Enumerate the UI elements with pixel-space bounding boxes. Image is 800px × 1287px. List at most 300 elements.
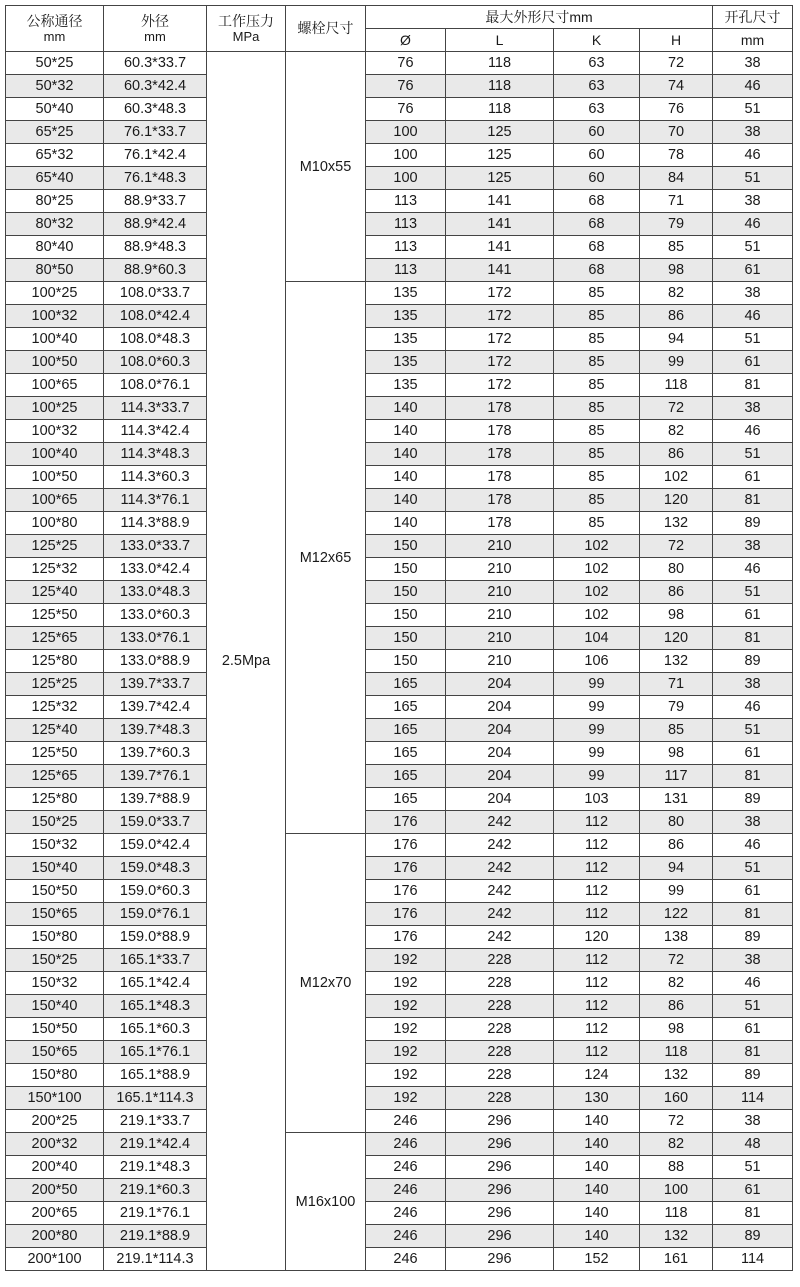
cell-dim-h: 132 bbox=[640, 1064, 713, 1087]
cell-dim-k: 85 bbox=[554, 351, 640, 374]
cell-hole-size: 38 bbox=[713, 282, 793, 305]
cell-nominal-diameter: 125*25 bbox=[6, 535, 104, 558]
cell-hole-size: 89 bbox=[713, 512, 793, 535]
cell-dim-k: 60 bbox=[554, 144, 640, 167]
cell-dim-k: 103 bbox=[554, 788, 640, 811]
table-row bbox=[6, 1225, 793, 1248]
cell-dim-phi: 192 bbox=[366, 1064, 446, 1087]
cell-nominal-diameter: 100*50 bbox=[6, 466, 104, 489]
cell-nominal-diameter: 65*32 bbox=[6, 144, 104, 167]
cell-dim-k: 106 bbox=[554, 650, 640, 673]
cell-dim-h: 132 bbox=[640, 650, 713, 673]
cell-nominal-diameter: 125*65 bbox=[6, 765, 104, 788]
table-row bbox=[6, 650, 793, 673]
cell-outer-diameter: 165.1*33.7 bbox=[104, 949, 207, 972]
cell-hole-size: 61 bbox=[713, 351, 793, 374]
cell-hole-size: 61 bbox=[713, 742, 793, 765]
cell-dim-l: 125 bbox=[446, 144, 554, 167]
table-row bbox=[6, 512, 793, 535]
table-body bbox=[6, 52, 793, 1271]
table-row bbox=[6, 1202, 793, 1225]
cell-outer-diameter: 60.3*33.7 bbox=[104, 52, 207, 75]
cell-nominal-diameter: 100*32 bbox=[6, 420, 104, 443]
cell-outer-diameter: 114.3*60.3 bbox=[104, 466, 207, 489]
cell-dim-phi: 113 bbox=[366, 236, 446, 259]
cell-hole-size: 38 bbox=[713, 673, 793, 696]
cell-outer-diameter: 165.1*42.4 bbox=[104, 972, 207, 995]
table-row bbox=[6, 190, 793, 213]
cell-dim-h: 98 bbox=[640, 742, 713, 765]
cell-nominal-diameter: 50*40 bbox=[6, 98, 104, 121]
cell-dim-l: 178 bbox=[446, 512, 554, 535]
cell-hole-size: 81 bbox=[713, 374, 793, 397]
cell-dim-phi: 140 bbox=[366, 512, 446, 535]
cell-dim-h: 85 bbox=[640, 719, 713, 742]
cell-dim-h: 74 bbox=[640, 75, 713, 98]
cell-outer-diameter: 76.1*42.4 bbox=[104, 144, 207, 167]
cell-dim-l: 242 bbox=[446, 903, 554, 926]
cell-dim-phi: 165 bbox=[366, 742, 446, 765]
cell-outer-diameter: 88.9*42.4 bbox=[104, 213, 207, 236]
cell-dim-k: 102 bbox=[554, 535, 640, 558]
cell-outer-diameter: 139.7*48.3 bbox=[104, 719, 207, 742]
cell-hole-size: 61 bbox=[713, 466, 793, 489]
cell-dim-h: 88 bbox=[640, 1156, 713, 1179]
cell-nominal-diameter: 65*25 bbox=[6, 121, 104, 144]
table-row bbox=[6, 558, 793, 581]
table-row bbox=[6, 719, 793, 742]
cell-dim-l: 228 bbox=[446, 1087, 554, 1110]
cell-hole-size: 51 bbox=[713, 995, 793, 1018]
cell-nominal-diameter: 100*25 bbox=[6, 397, 104, 420]
header-hole-unit: mm bbox=[713, 29, 793, 52]
cell-dim-l: 204 bbox=[446, 765, 554, 788]
table-row bbox=[6, 627, 793, 650]
cell-dim-k: 112 bbox=[554, 1041, 640, 1064]
cell-dim-h: 80 bbox=[640, 811, 713, 834]
cell-dim-phi: 113 bbox=[366, 213, 446, 236]
cell-hole-size: 61 bbox=[713, 1179, 793, 1202]
cell-nominal-diameter: 125*80 bbox=[6, 788, 104, 811]
cell-dim-h: 76 bbox=[640, 98, 713, 121]
table-row bbox=[6, 144, 793, 167]
header-dim-l: L bbox=[446, 29, 554, 52]
cell-outer-diameter: 114.3*42.4 bbox=[104, 420, 207, 443]
cell-dim-l: 141 bbox=[446, 236, 554, 259]
cell-hole-size: 89 bbox=[713, 926, 793, 949]
cell-dim-h: 79 bbox=[640, 696, 713, 719]
cell-dim-l: 242 bbox=[446, 811, 554, 834]
cell-dim-phi: 246 bbox=[366, 1110, 446, 1133]
cell-dim-k: 140 bbox=[554, 1156, 640, 1179]
cell-dim-h: 79 bbox=[640, 213, 713, 236]
cell-nominal-diameter: 150*40 bbox=[6, 857, 104, 880]
table-row bbox=[6, 305, 793, 328]
cell-nominal-diameter: 150*80 bbox=[6, 926, 104, 949]
cell-nominal-diameter: 200*100 bbox=[6, 1248, 104, 1271]
cell-dim-phi: 176 bbox=[366, 834, 446, 857]
cell-dim-h: 120 bbox=[640, 489, 713, 512]
cell-dim-phi: 140 bbox=[366, 420, 446, 443]
cell-hole-size: 51 bbox=[713, 98, 793, 121]
cell-hole-size: 89 bbox=[713, 1225, 793, 1248]
cell-nominal-diameter: 150*40 bbox=[6, 995, 104, 1018]
cell-hole-size: 46 bbox=[713, 558, 793, 581]
cell-dim-h: 72 bbox=[640, 52, 713, 75]
cell-dim-l: 178 bbox=[446, 443, 554, 466]
cell-nominal-diameter: 50*25 bbox=[6, 52, 104, 75]
cell-outer-diameter: 133.0*33.7 bbox=[104, 535, 207, 558]
cell-dim-phi: 246 bbox=[366, 1248, 446, 1271]
cell-dim-phi: 140 bbox=[366, 466, 446, 489]
cell-dim-l: 210 bbox=[446, 604, 554, 627]
cell-dim-l: 228 bbox=[446, 1018, 554, 1041]
cell-dim-phi: 100 bbox=[366, 167, 446, 190]
cell-dim-k: 60 bbox=[554, 167, 640, 190]
cell-dim-phi: 76 bbox=[366, 98, 446, 121]
cell-dim-h: 132 bbox=[640, 512, 713, 535]
header-dim-k: K bbox=[554, 29, 640, 52]
cell-outer-diameter: 219.1*60.3 bbox=[104, 1179, 207, 1202]
cell-hole-size: 38 bbox=[713, 1110, 793, 1133]
cell-dim-h: 98 bbox=[640, 1018, 713, 1041]
cell-hole-size: 46 bbox=[713, 75, 793, 98]
cell-nominal-diameter: 200*65 bbox=[6, 1202, 104, 1225]
table-row bbox=[6, 1110, 793, 1133]
cell-dim-h: 82 bbox=[640, 972, 713, 995]
cell-hole-size: 46 bbox=[713, 305, 793, 328]
cell-dim-k: 112 bbox=[554, 880, 640, 903]
cell-dim-k: 140 bbox=[554, 1110, 640, 1133]
cell-dim-phi: 150 bbox=[366, 650, 446, 673]
cell-dim-l: 172 bbox=[446, 328, 554, 351]
table-row bbox=[6, 903, 793, 926]
cell-dim-h: 80 bbox=[640, 558, 713, 581]
cell-dim-k: 104 bbox=[554, 627, 640, 650]
cell-dim-h: 70 bbox=[640, 121, 713, 144]
cell-outer-diameter: 159.0*33.7 bbox=[104, 811, 207, 834]
cell-dim-phi: 192 bbox=[366, 972, 446, 995]
cell-dim-k: 99 bbox=[554, 696, 640, 719]
table-row bbox=[6, 1087, 793, 1110]
cell-dim-l: 210 bbox=[446, 581, 554, 604]
cell-dim-h: 86 bbox=[640, 443, 713, 466]
cell-outer-diameter: 165.1*114.3 bbox=[104, 1087, 207, 1110]
table-row bbox=[6, 972, 793, 995]
cell-dim-h: 71 bbox=[640, 673, 713, 696]
cell-dim-k: 140 bbox=[554, 1179, 640, 1202]
table-row bbox=[6, 1156, 793, 1179]
table-row bbox=[6, 1018, 793, 1041]
table-row bbox=[6, 834, 793, 857]
cell-nominal-diameter: 200*40 bbox=[6, 1156, 104, 1179]
cell-hole-size: 51 bbox=[713, 719, 793, 742]
cell-dim-l: 296 bbox=[446, 1225, 554, 1248]
cell-outer-diameter: 76.1*48.3 bbox=[104, 167, 207, 190]
cell-hole-size: 38 bbox=[713, 121, 793, 144]
cell-dim-k: 120 bbox=[554, 926, 640, 949]
cell-dim-h: 99 bbox=[640, 351, 713, 374]
cell-dim-phi: 165 bbox=[366, 673, 446, 696]
cell-dim-h: 72 bbox=[640, 535, 713, 558]
cell-hole-size: 61 bbox=[713, 604, 793, 627]
cell-outer-diameter: 139.7*42.4 bbox=[104, 696, 207, 719]
cell-bolt-size: M12x65 bbox=[286, 282, 366, 834]
cell-dim-h: 99 bbox=[640, 880, 713, 903]
cell-dim-h: 94 bbox=[640, 857, 713, 880]
table-row bbox=[6, 995, 793, 1018]
cell-dim-l: 242 bbox=[446, 926, 554, 949]
cell-dim-h: 138 bbox=[640, 926, 713, 949]
cell-nominal-diameter: 200*80 bbox=[6, 1225, 104, 1248]
cell-hole-size: 46 bbox=[713, 972, 793, 995]
cell-bolt-size: M10x55 bbox=[286, 52, 366, 282]
header-hole-size: 开孔尺寸 bbox=[713, 6, 793, 29]
table-row bbox=[6, 1179, 793, 1202]
cell-dim-l: 296 bbox=[446, 1110, 554, 1133]
cell-hole-size: 51 bbox=[713, 581, 793, 604]
cell-dim-h: 161 bbox=[640, 1248, 713, 1271]
table-row bbox=[6, 351, 793, 374]
cell-dim-l: 118 bbox=[446, 75, 554, 98]
cell-hole-size: 61 bbox=[713, 880, 793, 903]
cell-outer-diameter: 139.7*76.1 bbox=[104, 765, 207, 788]
cell-dim-h: 100 bbox=[640, 1179, 713, 1202]
cell-dim-h: 78 bbox=[640, 144, 713, 167]
cell-dim-l: 178 bbox=[446, 397, 554, 420]
cell-dim-l: 296 bbox=[446, 1133, 554, 1156]
cell-dim-h: 86 bbox=[640, 305, 713, 328]
table-row bbox=[6, 282, 793, 305]
cell-outer-diameter: 219.1*33.7 bbox=[104, 1110, 207, 1133]
cell-dim-l: 228 bbox=[446, 972, 554, 995]
cell-dim-h: 131 bbox=[640, 788, 713, 811]
cell-dim-l: 296 bbox=[446, 1248, 554, 1271]
cell-outer-diameter: 108.0*42.4 bbox=[104, 305, 207, 328]
cell-nominal-diameter: 125*50 bbox=[6, 604, 104, 627]
cell-dim-k: 140 bbox=[554, 1225, 640, 1248]
cell-dim-k: 60 bbox=[554, 121, 640, 144]
cell-dim-k: 63 bbox=[554, 98, 640, 121]
cell-outer-diameter: 76.1*33.7 bbox=[104, 121, 207, 144]
cell-dim-h: 72 bbox=[640, 397, 713, 420]
table-row bbox=[6, 466, 793, 489]
cell-dim-l: 242 bbox=[446, 880, 554, 903]
flange-spec-table bbox=[5, 5, 793, 1271]
header-outer-diameter: 外径 mm bbox=[104, 6, 207, 52]
cell-nominal-diameter: 125*40 bbox=[6, 719, 104, 742]
cell-dim-phi: 165 bbox=[366, 719, 446, 742]
cell-hole-size: 38 bbox=[713, 535, 793, 558]
cell-dim-phi: 176 bbox=[366, 811, 446, 834]
cell-dim-h: 117 bbox=[640, 765, 713, 788]
cell-outer-diameter: 219.1*88.9 bbox=[104, 1225, 207, 1248]
cell-dim-k: 112 bbox=[554, 903, 640, 926]
cell-nominal-diameter: 150*32 bbox=[6, 972, 104, 995]
table-row bbox=[6, 397, 793, 420]
table-header bbox=[6, 6, 793, 52]
cell-dim-l: 172 bbox=[446, 305, 554, 328]
cell-dim-k: 99 bbox=[554, 742, 640, 765]
table-row bbox=[6, 443, 793, 466]
cell-dim-k: 112 bbox=[554, 811, 640, 834]
cell-hole-size: 81 bbox=[713, 489, 793, 512]
cell-outer-diameter: 108.0*48.3 bbox=[104, 328, 207, 351]
cell-dim-k: 68 bbox=[554, 213, 640, 236]
cell-dim-l: 125 bbox=[446, 121, 554, 144]
cell-dim-h: 82 bbox=[640, 282, 713, 305]
cell-dim-phi: 246 bbox=[366, 1225, 446, 1248]
table-row bbox=[6, 98, 793, 121]
cell-hole-size: 38 bbox=[713, 811, 793, 834]
cell-dim-phi: 246 bbox=[366, 1179, 446, 1202]
cell-dim-phi: 150 bbox=[366, 627, 446, 650]
cell-outer-diameter: 108.0*60.3 bbox=[104, 351, 207, 374]
cell-nominal-diameter: 200*25 bbox=[6, 1110, 104, 1133]
cell-dim-l: 204 bbox=[446, 673, 554, 696]
cell-hole-size: 38 bbox=[713, 190, 793, 213]
cell-nominal-diameter: 125*50 bbox=[6, 742, 104, 765]
cell-dim-phi: 135 bbox=[366, 328, 446, 351]
cell-nominal-diameter: 125*65 bbox=[6, 627, 104, 650]
header-dim-phi: Ø bbox=[366, 29, 446, 52]
cell-dim-l: 228 bbox=[446, 949, 554, 972]
cell-dim-l: 210 bbox=[446, 535, 554, 558]
cell-dim-phi: 100 bbox=[366, 144, 446, 167]
cell-hole-size: 89 bbox=[713, 650, 793, 673]
cell-dim-phi: 113 bbox=[366, 259, 446, 282]
table-row bbox=[6, 742, 793, 765]
cell-dim-phi: 165 bbox=[366, 696, 446, 719]
cell-dim-phi: 246 bbox=[366, 1202, 446, 1225]
cell-dim-phi: 150 bbox=[366, 535, 446, 558]
cell-dim-l: 141 bbox=[446, 259, 554, 282]
cell-dim-k: 68 bbox=[554, 190, 640, 213]
cell-hole-size: 114 bbox=[713, 1087, 793, 1110]
cell-nominal-diameter: 200*32 bbox=[6, 1133, 104, 1156]
cell-outer-diameter: 159.0*48.3 bbox=[104, 857, 207, 880]
cell-nominal-diameter: 80*25 bbox=[6, 190, 104, 213]
cell-nominal-diameter: 125*25 bbox=[6, 673, 104, 696]
cell-hole-size: 61 bbox=[713, 1018, 793, 1041]
cell-dim-k: 140 bbox=[554, 1133, 640, 1156]
cell-dim-k: 130 bbox=[554, 1087, 640, 1110]
cell-dim-l: 228 bbox=[446, 1064, 554, 1087]
cell-dim-h: 122 bbox=[640, 903, 713, 926]
cell-dim-k: 85 bbox=[554, 489, 640, 512]
cell-outer-diameter: 159.0*76.1 bbox=[104, 903, 207, 926]
cell-outer-diameter: 88.9*48.3 bbox=[104, 236, 207, 259]
cell-dim-l: 228 bbox=[446, 995, 554, 1018]
cell-hole-size: 51 bbox=[713, 328, 793, 351]
cell-dim-l: 296 bbox=[446, 1202, 554, 1225]
cell-hole-size: 89 bbox=[713, 1064, 793, 1087]
cell-dim-h: 84 bbox=[640, 167, 713, 190]
cell-outer-diameter: 165.1*88.9 bbox=[104, 1064, 207, 1087]
cell-outer-diameter: 88.9*60.3 bbox=[104, 259, 207, 282]
cell-dim-h: 82 bbox=[640, 1133, 713, 1156]
cell-dim-h: 72 bbox=[640, 1110, 713, 1133]
cell-dim-phi: 192 bbox=[366, 995, 446, 1018]
cell-outer-diameter: 108.0*33.7 bbox=[104, 282, 207, 305]
cell-nominal-diameter: 150*50 bbox=[6, 880, 104, 903]
cell-dim-l: 172 bbox=[446, 374, 554, 397]
table-row bbox=[6, 581, 793, 604]
cell-outer-diameter: 219.1*114.3 bbox=[104, 1248, 207, 1271]
table-row bbox=[6, 949, 793, 972]
cell-dim-phi: 176 bbox=[366, 880, 446, 903]
cell-dim-k: 63 bbox=[554, 75, 640, 98]
cell-dim-k: 112 bbox=[554, 949, 640, 972]
cell-dim-phi: 76 bbox=[366, 75, 446, 98]
cell-outer-diameter: 165.1*48.3 bbox=[104, 995, 207, 1018]
cell-nominal-diameter: 100*50 bbox=[6, 351, 104, 374]
cell-nominal-diameter: 100*80 bbox=[6, 512, 104, 535]
table-row bbox=[6, 604, 793, 627]
cell-nominal-diameter: 125*32 bbox=[6, 696, 104, 719]
cell-dim-phi: 176 bbox=[366, 926, 446, 949]
cell-nominal-diameter: 125*40 bbox=[6, 581, 104, 604]
cell-dim-k: 99 bbox=[554, 673, 640, 696]
cell-nominal-diameter: 150*25 bbox=[6, 811, 104, 834]
cell-nominal-diameter: 100*32 bbox=[6, 305, 104, 328]
cell-dim-k: 85 bbox=[554, 374, 640, 397]
cell-outer-diameter: 165.1*60.3 bbox=[104, 1018, 207, 1041]
cell-nominal-diameter: 150*50 bbox=[6, 1018, 104, 1041]
cell-dim-k: 152 bbox=[554, 1248, 640, 1271]
cell-nominal-diameter: 100*40 bbox=[6, 328, 104, 351]
cell-dim-h: 72 bbox=[640, 949, 713, 972]
cell-hole-size: 46 bbox=[713, 420, 793, 443]
table-row bbox=[6, 1248, 793, 1271]
cell-nominal-diameter: 50*32 bbox=[6, 75, 104, 98]
table-row bbox=[6, 489, 793, 512]
cell-dim-h: 85 bbox=[640, 236, 713, 259]
cell-dim-l: 228 bbox=[446, 1041, 554, 1064]
cell-dim-l: 242 bbox=[446, 857, 554, 880]
cell-dim-phi: 192 bbox=[366, 1041, 446, 1064]
cell-dim-k: 102 bbox=[554, 604, 640, 627]
cell-nominal-diameter: 200*50 bbox=[6, 1179, 104, 1202]
cell-dim-k: 112 bbox=[554, 1018, 640, 1041]
cell-dim-phi: 113 bbox=[366, 190, 446, 213]
cell-dim-l: 210 bbox=[446, 650, 554, 673]
table-row bbox=[6, 765, 793, 788]
cell-dim-l: 242 bbox=[446, 834, 554, 857]
table-row bbox=[6, 673, 793, 696]
cell-dim-h: 82 bbox=[640, 420, 713, 443]
cell-bolt-size: M12x70 bbox=[286, 834, 366, 1133]
cell-hole-size: 114 bbox=[713, 1248, 793, 1271]
cell-dim-phi: 135 bbox=[366, 305, 446, 328]
cell-dim-h: 160 bbox=[640, 1087, 713, 1110]
cell-dim-phi: 140 bbox=[366, 443, 446, 466]
cell-dim-k: 102 bbox=[554, 581, 640, 604]
cell-dim-k: 85 bbox=[554, 305, 640, 328]
cell-nominal-diameter: 150*80 bbox=[6, 1064, 104, 1087]
cell-dim-h: 86 bbox=[640, 834, 713, 857]
cell-dim-phi: 192 bbox=[366, 1018, 446, 1041]
cell-dim-k: 112 bbox=[554, 995, 640, 1018]
cell-hole-size: 48 bbox=[713, 1133, 793, 1156]
cell-dim-k: 112 bbox=[554, 857, 640, 880]
cell-outer-diameter: 114.3*33.7 bbox=[104, 397, 207, 420]
cell-dim-l: 210 bbox=[446, 627, 554, 650]
cell-dim-l: 204 bbox=[446, 788, 554, 811]
cell-nominal-diameter: 80*50 bbox=[6, 259, 104, 282]
table-row bbox=[6, 1133, 793, 1156]
header-nominal-diameter: 公称通径 mm bbox=[6, 6, 104, 52]
